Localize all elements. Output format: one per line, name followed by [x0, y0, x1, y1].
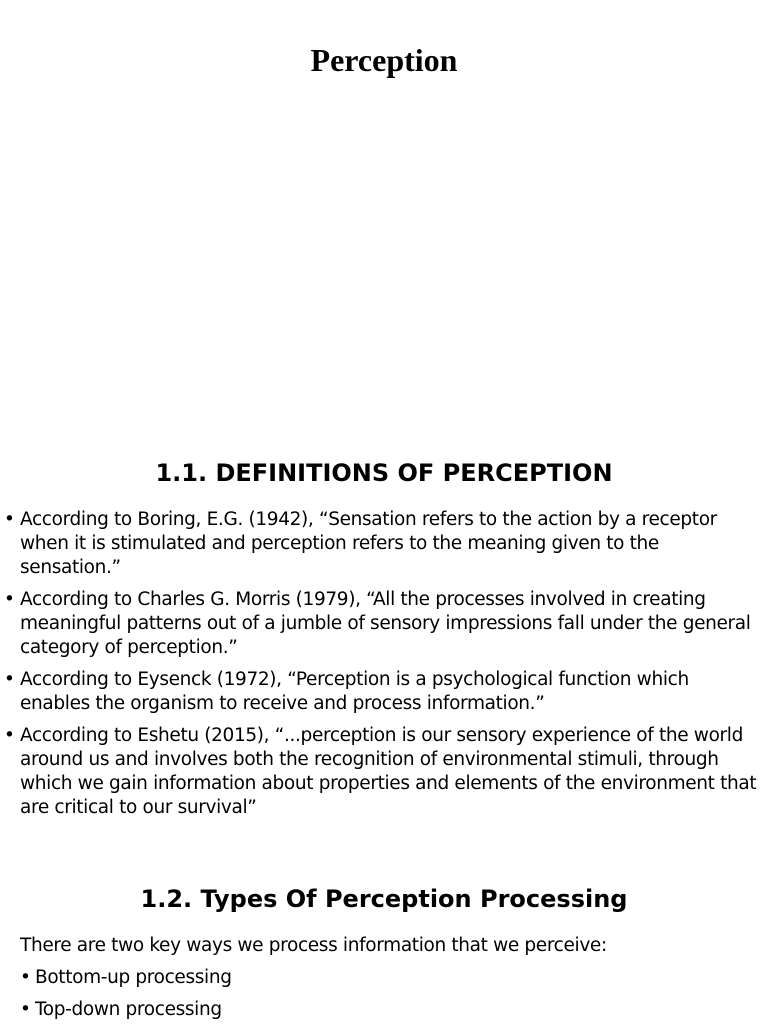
section-heading-definitions: 1.1. DEFINITIONS OF PERCEPTION — [155, 459, 613, 487]
definition-text: According to Eysenck (1972), “Perception is a psychological function which enables the organism to receive and process information.” — [20, 669, 689, 714]
page-title: Perception — [310, 42, 458, 78]
slide-processing-types — [0, 860, 768, 1024]
definitions-list — [0, 508, 762, 828]
processing-type-text: Bottom-up processing — [35, 967, 232, 988]
section-heading-processing: 1.2. Types Of Perception Processing — [140, 885, 628, 913]
processing-list — [20, 966, 232, 1030]
slide-definitions — [0, 430, 768, 860]
bullet-icon: • — [4, 589, 15, 610]
bullet-icon: • — [20, 967, 31, 988]
bullet-icon: • — [4, 725, 15, 746]
list-item — [20, 966, 232, 990]
intro-text: There are two key ways we process information that we perceive: — [20, 935, 607, 956]
definition-text: According to Boring, E.G. (1942), “Sensation refers to the action by a receptor when it is stimulated and perception refers to the meaning given to the sensation.” — [20, 509, 717, 578]
list-item — [20, 998, 232, 1022]
definition-text: According to Eshetu (2015), “...perception is our sensory experience of the world around us and involves both the recognition of environmental stimuli, through which we gain information about properties and elements of the environment that are critical to our survival” — [20, 725, 757, 818]
definition-text: According to Charles G. Morris (1979), “All the processes involved in creating meaningful patterns out of a jumble of sensory impressions fall under the general category of perception.” — [20, 589, 751, 658]
processing-type-text: Top-down processing — [35, 999, 222, 1020]
list-item — [0, 668, 762, 716]
bullet-icon: • — [4, 669, 15, 690]
bullet-icon: • — [20, 999, 31, 1020]
list-item — [0, 588, 762, 660]
slide-title — [0, 0, 768, 430]
list-item — [0, 508, 762, 580]
list-item — [0, 724, 762, 820]
bullet-icon: • — [4, 509, 15, 530]
